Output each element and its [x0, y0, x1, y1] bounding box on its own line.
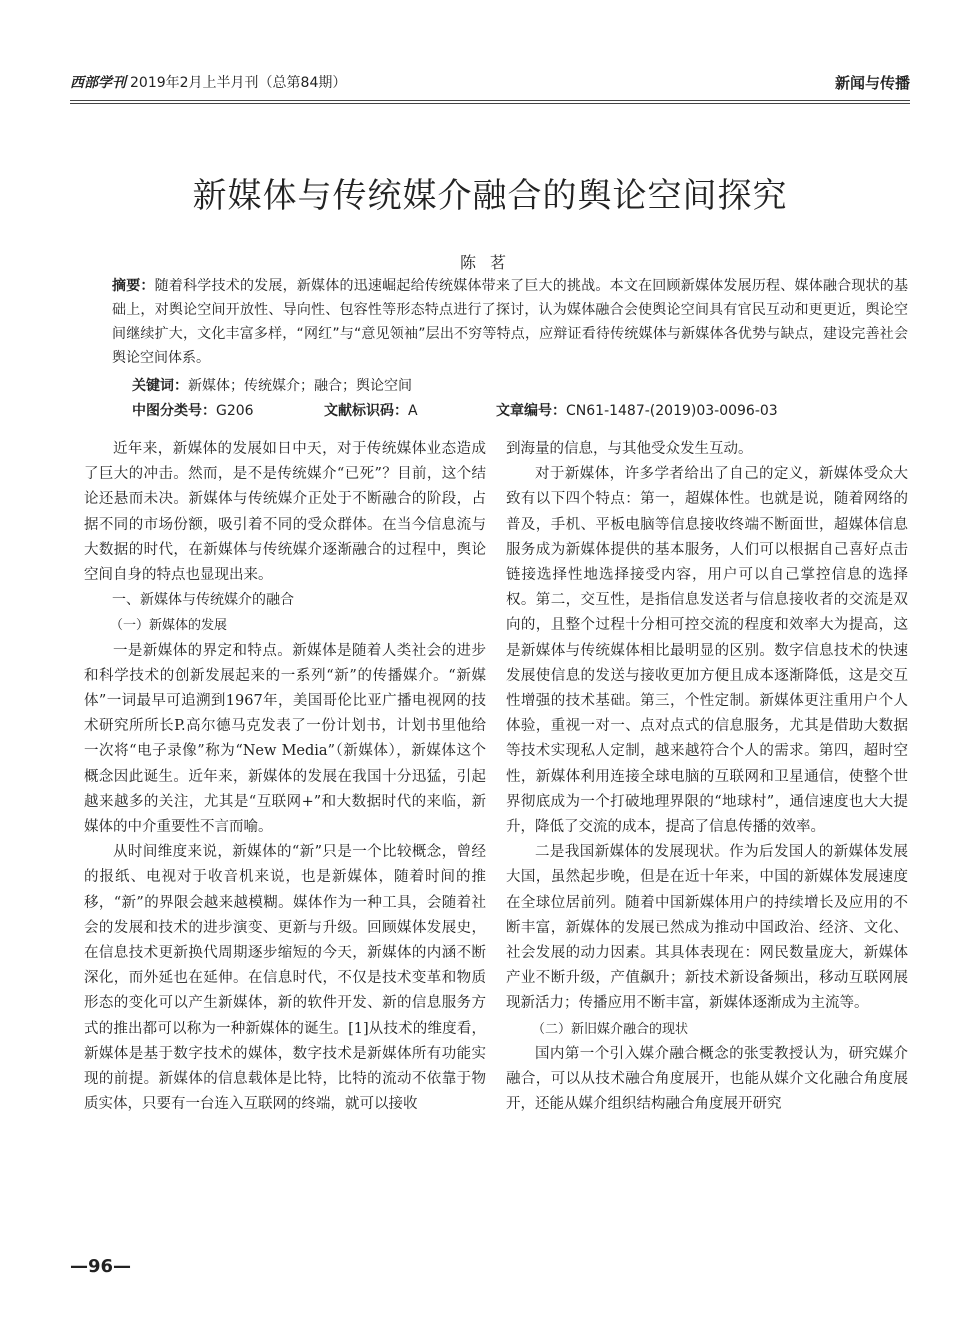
- keywords: [132, 375, 412, 395]
- clc-value: G206: [216, 403, 254, 419]
- clc-number: [132, 400, 254, 420]
- paragraph: 从时间维度来说，新媒体的“新”只是一个比较概念，曾经的报纸、电视对于收音机来说，也是新媒体，随着时间的推移，“新”的界限会越来越模糊。媒体作为一种工具，会随着社会的发展和技术的进步演变、更新与升级。回顾媒体发展史，在信息技术更新换代周期逐步缩短的今天，新媒体的内涵不断深化，而外延也在延伸。在信息时代，不仅是技术变革和物质形态的变化可以产生新媒体，新的软件开发、新的信息服务方式的推出都可以称为一种新媒体的诞生。[1]从技术的维度看，新媒体是基于数字技术的媒体，数字技术是新媒体所有功能实现的前提。新媒体的信息载体是比特，比特的流动不依靠于物质实体，只要有一台连入互联网的终端，就可以接收: [84, 844, 486, 1113]
- keywords-label: 关键词：: [132, 378, 188, 394]
- abstract: [112, 274, 908, 370]
- section-heading: 一、新媒体与传统媒介的融合: [112, 592, 294, 609]
- article-no-label: 文章编号：: [496, 403, 566, 419]
- paragraph: 国内第一个引入媒介融合概念的张雯教授认为，研究媒介融合，可以从技术融合角度展开，也能从媒介文化融合角度展开，还能从媒介组织结构融合角度展开研究: [506, 1045, 908, 1113]
- subsection-heading: （二）新旧媒介融合的现状: [532, 1021, 689, 1037]
- paragraph: 对于新媒体，许多学者给出了自己的定义，新媒体受众大致有以下四个特点：第一，超媒体性。也就是说，随着网络的普及，手机、平板电脑等信息接收终端不断面世，超媒体信息服务成为新媒体提供的基本服务，人们可以根据自己喜好点击链接选择性地选择接受内容，用户可以自己掌控信息的选择权。第二，交互性，是指信息发送者与信息接收者的交流是双向的，且整个过程十分相可控交流的程度和效率大为提高，这是新媒体与传统媒体相比最明显的区别。数字信息技术的快速发展使信息的发送与接收更加方便且成本逐渐降低，这是交互性增强的技术基础。第三，个性定制。新媒体更注重用户个人体验，重视一对一、点对点式的信息服务，尤其是借助大数据等技术实现私人定制，越来越符合个人的需求。第四，超时空性，新媒体利用连接全球电脑的互联网和卫星通信，使整个世界彻底成为一个打破地理界限的“地球村”，通信速度也大大提升，降低了交流的成本，提高了信息传播的效率。: [506, 466, 908, 836]
- article-title: 新媒体与传统媒介融合的舆论空间探究: [192, 176, 788, 216]
- running-header: [70, 72, 910, 98]
- body-column-right: [506, 437, 908, 1117]
- doc-code-value: A: [408, 403, 418, 419]
- document-code: [324, 400, 418, 420]
- header-rule-bottom: [70, 103, 910, 104]
- page-number: —96—: [70, 1256, 132, 1277]
- paragraph: 近年来，新媒体的发展如日中天，对于传统媒体业态造成了巨大的冲击。然而，是不是传统媒介“已死”？目前，这个结论还悬而未决。新媒体与传统媒介正处于不断融合的阶段，占据不同的市场份额，吸引着不同的受众群体。在当今信息流与大数据的时代，在新媒体与传统媒介逐渐融合的过程中，舆论空间自身的特点也显现出来。: [84, 441, 486, 584]
- header-rule-top: [70, 100, 910, 101]
- paragraph: 一是新媒体的界定和特点。新媒体是随着人类社会的进步和科学技术的创新发展起来的一系列“新”的传播媒介。“新媒体”一词最早可追溯到1967年，美国哥伦比亚广播电视网的技术研究所所长P.高尔德马克发表了一份计划书，计划书里他给一次将“电子录像”称为“New Media”（新媒体），新媒体这个概念因此诞生。近年来，新媒体的发展在我国十分迅猛，引起越来越多的关注，尤其是“互联网+”和大数据时代的来临，新媒体的中介重要性不言而喻。: [84, 642, 486, 836]
- abstract-label: 摘要：: [112, 278, 155, 294]
- abstract-text: 随着科学技术的发展，新媒体的迅速崛起给传统媒体带来了巨大的挑战。本文在回顾新媒体发展历程、媒体融合现状的基础上，对舆论空间开放性、导向性、包容性等形态特点进行了探讨，认为媒体融合会使舆论空间具有官民互动和更更近，舆论空间继续扩大，文化丰富多样，“网红”与“意见领袖”层出不穷等特点，应辩证看待传统媒体与新媒体各优势与缺点，建设完善社会舆论空间体系。: [112, 278, 908, 366]
- clc-label: 中图分类号：: [132, 403, 216, 419]
- body-column-left: [84, 437, 486, 1117]
- section-name: 新闻与传播: [834, 74, 910, 92]
- paragraph: 二是我国新媒体的发展现状。作为后发国人的新媒体发展大国，虽然起步晚，但是在近十年来，中国的新媒体发展速度在全球位居前列。随着中国新媒体用户的持续增长及应用的不断丰富，新媒体的发展已然成为推动中国政治、经济、文化、社会发展的动力因素。其具体表现在：网民数量庞大，新媒体产业不断升级，产值飙升；新技术新设备频出，移动互联网展现新活力；传播应用不断丰富，新媒体逐渐成为主流等。: [506, 844, 908, 1012]
- article-number: [496, 400, 778, 420]
- subsection-heading: （一）新媒体的发展: [110, 618, 228, 634]
- keywords-text: 新媒体；传统媒介；融合；舆论空间: [188, 378, 412, 394]
- article-no-value: CN61-1487-(2019)03-0096-03: [566, 403, 778, 419]
- journal-logo: 西部学刊: [70, 75, 126, 91]
- issue-info: 2019年2月上半月刊（总第84期）: [130, 75, 347, 91]
- paragraph-continued: 到海量的信息，与其他受众发生互动。: [506, 441, 753, 457]
- doc-code-label: 文献标识码：: [324, 403, 408, 419]
- article-author: 陈茗: [459, 253, 520, 272]
- header-journal-issue: [70, 72, 346, 92]
